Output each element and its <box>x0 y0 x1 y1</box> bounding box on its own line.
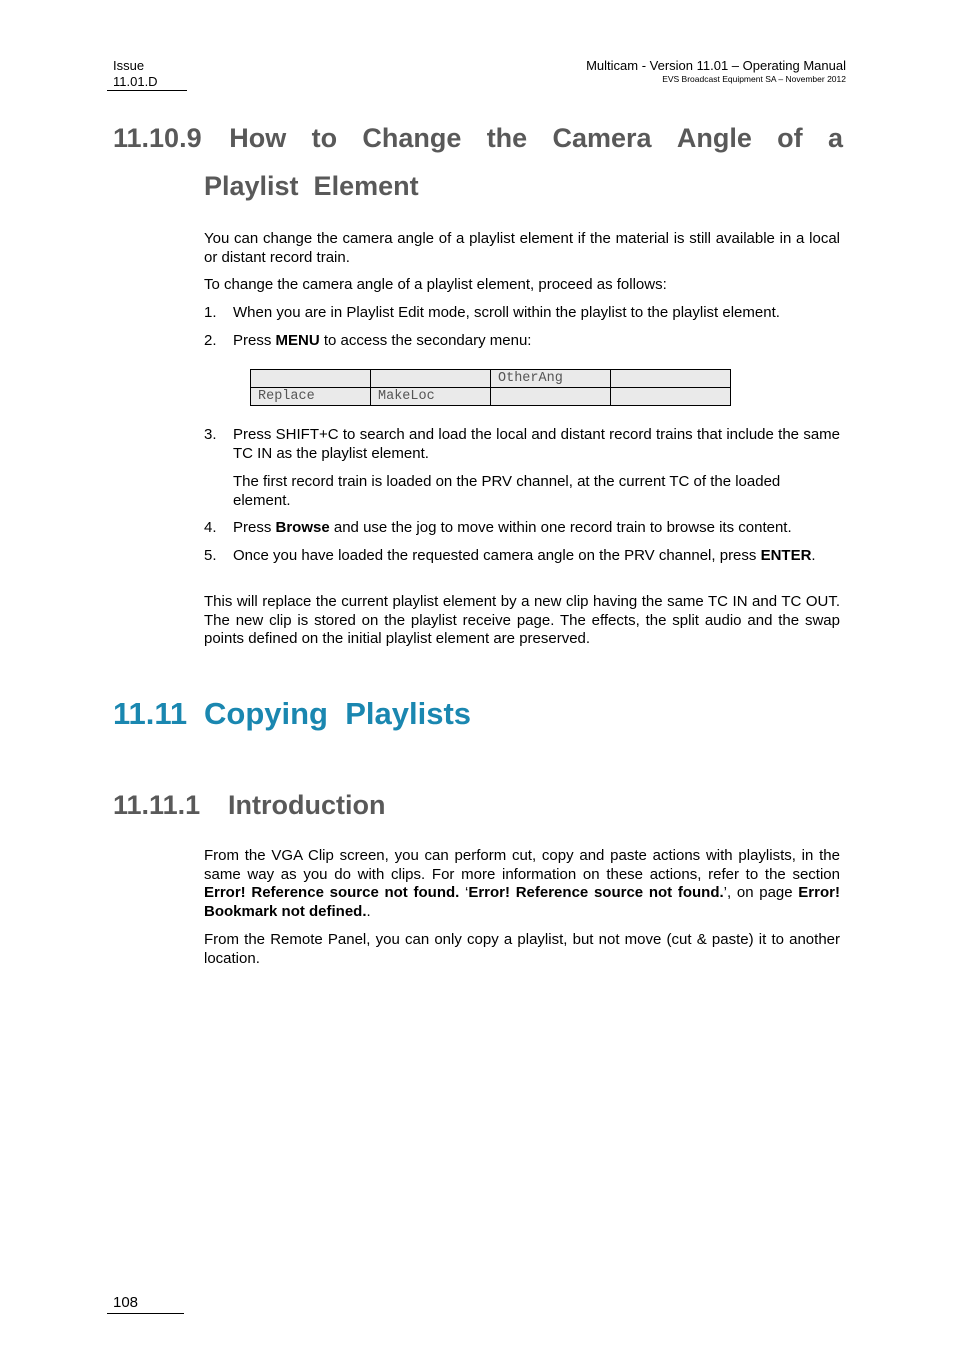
menu-cell <box>251 370 371 388</box>
section-title: Copying Playlists <box>204 696 472 731</box>
paragraph-introduction: From the VGA Clip screen, you can perform cut, copy and paste actions with playlists, in the same way as you do with clips. For more information on these actions, refer to the section Error! Reference source not found. ‘Error! Reference source not found.’, on page Error! Bookmark not defined.. <box>204 847 840 920</box>
bookmark-error: Error! Bookmark not defined. <box>204 884 840 920</box>
key-menu: MENU <box>275 332 320 349</box>
document-subtitle: EVS Broadcast Equipment SA – November 2012 <box>662 74 846 84</box>
reference-error: Error! Reference source not found. <box>468 884 724 901</box>
page-number: 108 <box>113 1294 139 1311</box>
heading-word: to <box>311 123 338 153</box>
list-note: The first record train is loaded on the PRV channel, at the current TC of the loaded element. <box>233 473 781 509</box>
menu-row <box>251 388 731 406</box>
paragraph-lead: To change the camera angle of a playlist element, proceed as follows: <box>204 276 667 293</box>
list-item <box>204 332 840 351</box>
menu-row <box>251 370 731 388</box>
menu-cell <box>491 388 611 406</box>
list-item <box>204 547 840 566</box>
list-number: 2. <box>204 332 217 349</box>
paragraph-closing: This will replace the current playlist element by a new clip having the same TC IN and TC OUT. The new clip is stored on the playlist receive page. The effects, the split audio and the swap points defined on the initial playlist element are preserved. <box>204 593 840 647</box>
secondary-menu-table <box>250 369 731 406</box>
menu-cell <box>371 370 491 388</box>
menu-cell-replace: Replace <box>251 388 371 406</box>
section-heading-11-10-9 <box>113 114 843 210</box>
list-item <box>204 519 840 538</box>
menu-cell-otherang: OtherAng <box>491 370 611 388</box>
section-number: 11.11.1 <box>113 790 201 820</box>
menu-cell-makeloc: MakeLoc <box>371 388 491 406</box>
section-number: 11.11 <box>113 696 188 731</box>
heading-word: Change <box>362 123 462 153</box>
heading-word: a <box>827 123 843 153</box>
key-enter: ENTER <box>760 547 812 564</box>
menu-cell <box>611 370 731 388</box>
list-number: 5. <box>204 547 217 564</box>
section-heading-11-11-1 <box>113 783 385 827</box>
issue-value: 11.01.D <box>113 74 158 89</box>
list-number: 4. <box>204 519 217 536</box>
list-item <box>204 426 840 510</box>
paragraph-intro: You can change the camera angle of a playlist element if the material is still available in a local or distant record train. <box>204 230 840 266</box>
list-text: When you are in Playlist Edit mode, scroll within the playlist to the playlist element. <box>233 304 780 321</box>
section-title: Introduction <box>228 790 386 820</box>
reference-error: Error! Reference source not found. <box>204 884 460 901</box>
heading-line-2: Playlist Element <box>204 171 419 201</box>
heading-word: the <box>486 123 528 153</box>
heading-word: How <box>229 123 287 153</box>
list-item <box>204 304 840 323</box>
list-number: 3. <box>204 426 217 443</box>
list-text: Once you have loaded the requested camera angle on the PRV channel, press ENTER. <box>233 547 816 564</box>
document-title: Multicam - Version 11.01 – Operating Manual <box>586 58 846 73</box>
issue-label: Issue <box>113 58 145 73</box>
header-issue <box>113 58 158 90</box>
paragraph-remote-panel: From the Remote Panel, you can only copy a playlist, but not move (cut & paste) it to another location. <box>204 931 840 967</box>
heading-word: Camera <box>552 123 652 153</box>
footer-divider <box>107 1313 184 1314</box>
section-heading-11-11 <box>113 692 471 736</box>
heading-word: Angle <box>676 123 752 153</box>
section-number: 11.10.9 <box>113 123 202 153</box>
header-title-block <box>586 58 846 85</box>
list-text: Press Browse and use the jog to move within one record train to browse its content. <box>233 519 792 536</box>
list-number: 1. <box>204 304 217 321</box>
header-divider <box>107 90 187 91</box>
list-text: Press SHIFT+C to search and load the local and distant record trains that include the same TC IN as the playlist element. <box>233 426 840 462</box>
list-text: Press MENU to access the secondary menu: <box>233 332 532 349</box>
heading-word: of <box>777 123 803 153</box>
menu-cell <box>611 388 731 406</box>
key-browse: Browse <box>275 519 330 536</box>
